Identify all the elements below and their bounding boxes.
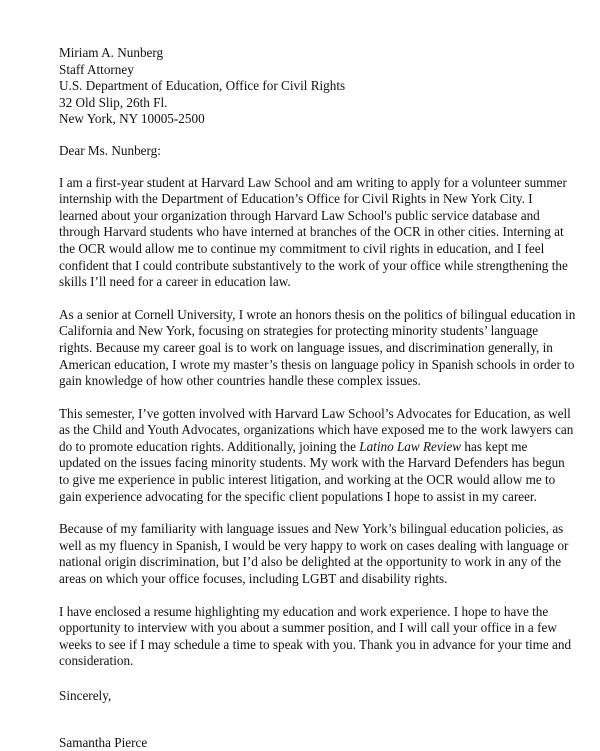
paragraph-2 <box>59 306 576 390</box>
paragraph-line: As a senior at Cornell University, I wrote an honors thesis on the politics of bilingual education in <box>59 306 576 322</box>
recipient-address <box>59 45 571 128</box>
paragraph-line: American education, I wrote my master’s thesis on language policy in Spanish schools in order to <box>59 356 575 372</box>
paragraph-line: consideration. <box>59 653 134 669</box>
recipient-name: Miriam A. Nunberg <box>59 45 164 60</box>
paragraph-line: well as my fluency in Spanish, I would be very happy to work on cases dealing with language or <box>59 537 569 553</box>
salutation-text: Dear Ms. Nunberg: <box>59 142 161 158</box>
paragraph-line: Because of my familiarity with language issues and New York’s bilingual education policies, as <box>59 521 564 537</box>
signature <box>59 735 571 751</box>
paragraph-line: I am a first-year student at Harvard Law School and am writing to apply for a volunteer summer <box>59 174 567 190</box>
paragraph-line <box>59 439 571 456</box>
paragraph-line: gain experience advocating for the specific client populations I hope to assist in my career. <box>59 488 537 504</box>
paragraph-line: confident that I could contribute substantively to the work of your office while strengthening the <box>59 257 568 273</box>
closing <box>59 688 571 705</box>
recipient-address-line1: 32 Old Slip, 26th Fl. <box>59 94 168 110</box>
cover-letter <box>59 45 576 751</box>
paragraph-line: skills I’ll need for a career in education law. <box>59 274 291 290</box>
recipient-organization: U.S. Department of Education, Office for Civil Rights <box>59 78 346 94</box>
paragraph-line: learned about your organization through Harvard Law School's public service database and <box>59 207 540 223</box>
paragraph-line: internship with the Department of Education’s Office for Civil Rights in New York City. I <box>59 191 533 207</box>
paragraph-3 <box>59 405 574 506</box>
recipient-address-line2: New York, NY 10005-2500 <box>59 111 205 127</box>
salutation <box>59 143 571 160</box>
journal-title: Latino Law Review <box>359 438 462 454</box>
paragraph-line: to give me experience in public interest litigation, and working at the OCR would allow me to <box>59 472 556 488</box>
paragraph-text: has kept me <box>461 438 528 454</box>
paragraph-line: California and New York, focusing on strategies for protecting minority students’ language <box>59 323 539 339</box>
paragraph-text: do to promote education rights. Additionally, joining the <box>59 438 360 454</box>
paragraph-line: areas on which your office focuses, including LGBT and disability rights. <box>59 571 448 587</box>
paragraph-line: as the Child and Youth Advocates, organizations which have exposed me to the work lawyers can <box>59 422 574 438</box>
paragraph-line: rights. Because my career goal is to work on language issues, and discrimination generally, in <box>59 339 553 355</box>
signature-name: Samantha Pierce <box>59 734 148 750</box>
paragraph-line: national origin discrimination, but I’d also be delighted at the opportunity to work in any of the <box>59 554 562 570</box>
paragraph-line: gain knowledge of how other countries handle these complex issues. <box>59 373 421 389</box>
paragraph-line: I have enclosed a resume highlighting my education and work experience. I hope to have the <box>59 603 549 619</box>
recipient-title: Staff Attorney <box>59 61 134 77</box>
paragraph-4 <box>59 521 571 587</box>
paragraph-line: through Harvard students who have interned at branches of the OCR in other cities. Interning at <box>59 224 564 240</box>
paragraph-line: This semester, I’ve gotten involved with Harvard Law School’s Advocates for Education, as well <box>59 405 571 421</box>
paragraph-line: the OCR would allow me to continue my commitment to civil rights in education, and I feel <box>59 240 545 256</box>
paragraph-1 <box>59 175 571 291</box>
paragraph-line: weeks to see if I may schedule a time to speak with you. Thank you in advance for your time and <box>59 636 572 652</box>
paragraph-5 <box>59 604 571 670</box>
paragraph-line: opportunity to interview with you about a summer position, and I will call your office in a few <box>59 620 557 636</box>
closing-text: Sincerely, <box>59 688 112 703</box>
paragraph-line: updated on the issues facing minority students. My work with the Harvard Defenders has begun <box>59 455 565 471</box>
